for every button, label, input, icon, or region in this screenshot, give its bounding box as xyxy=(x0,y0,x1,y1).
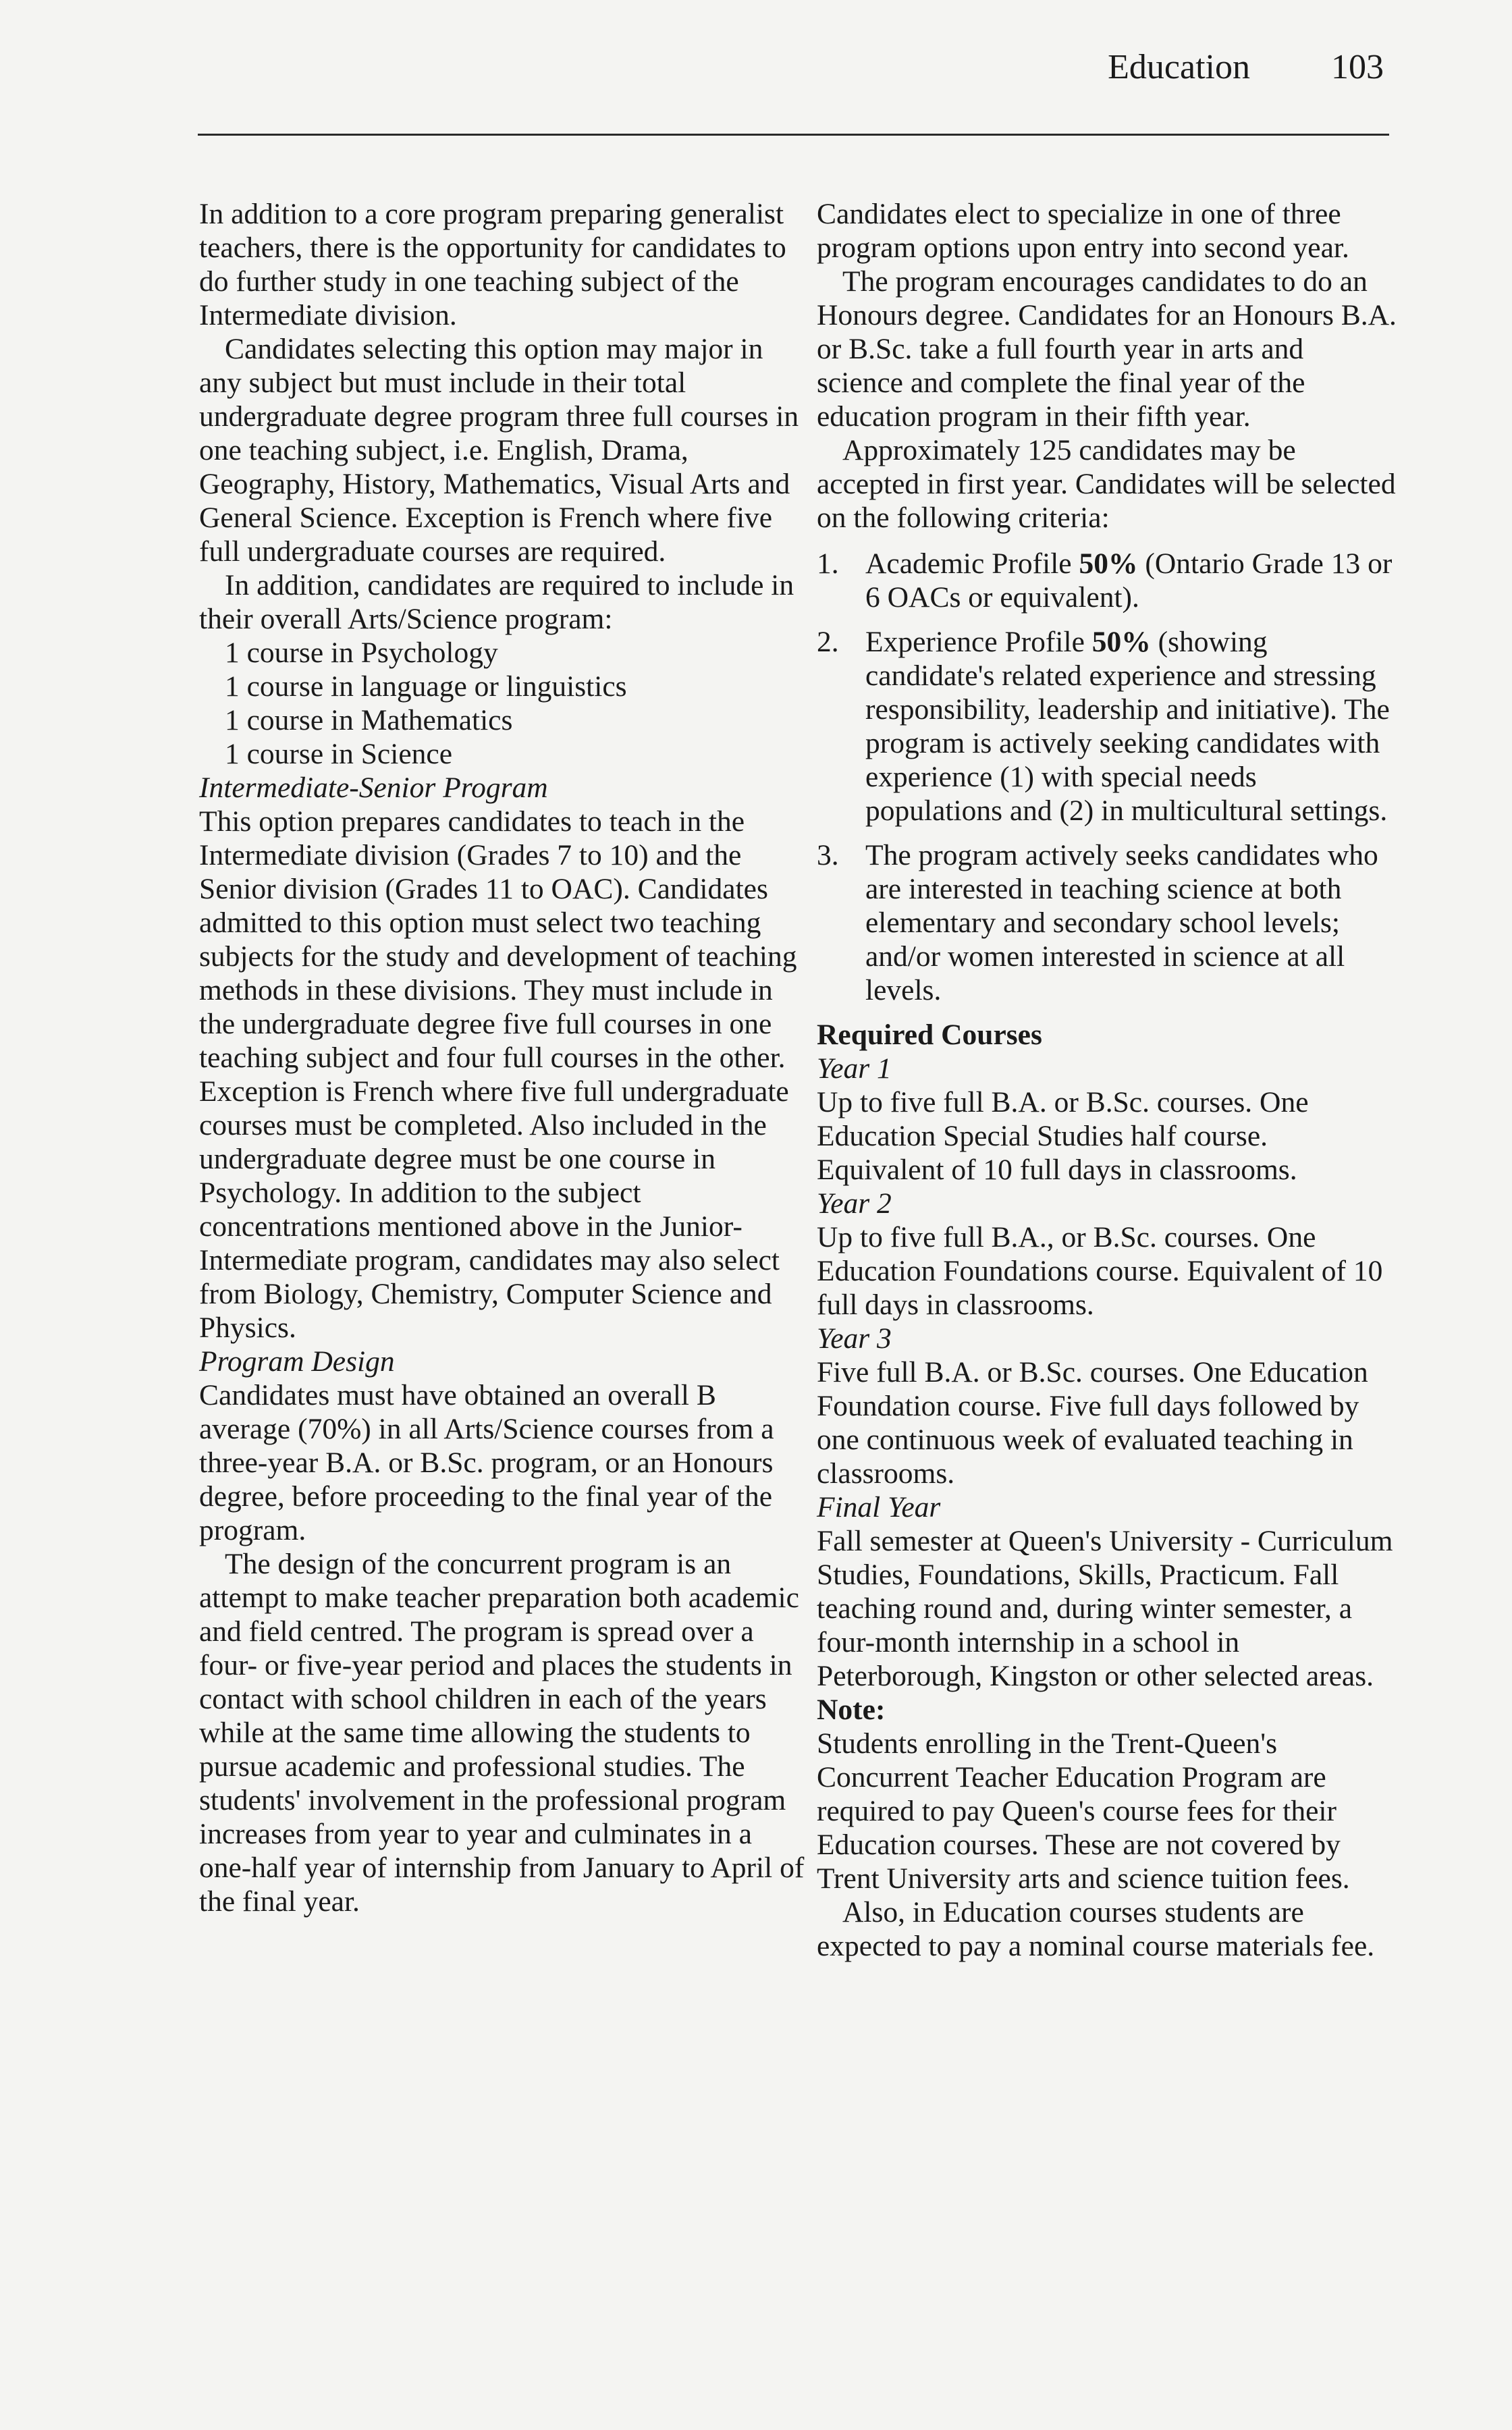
intermediate-senior-heading: Intermediate-Senior Program xyxy=(199,772,548,804)
criterion-text: Academic Profile 50% (Ontario Grade 13 or 6 OACs or equivalent). xyxy=(865,547,1393,614)
criterion-number: 2. xyxy=(817,626,839,658)
intermediate-senior-paragraph: This option prepares candidates to teach in the Intermediate division (Grades 7 to 10) and the Senior division (Grades 11 to OAC). Candidates admitted to this option must select two teaching subjects for the study and development of teaching methods in these divisions. They must include in the undergraduate degree five full courses in one teaching subject and four full courses in the other. Exception is French where five full undergraduate courses must be completed. Also included in the undergraduate degree must be one course in Psychology. In addition to the subject concentrations mentioned above in the Junior-Intermediate program, candidates may also select from Biology, Chemistry, Computer Science and Physics. xyxy=(199,805,797,1344)
selection-paragraph: Approximately 125 candidates may be accepted in first year. Candidates will be selected on the following criteria: xyxy=(817,434,1396,534)
section-title: Education xyxy=(1108,48,1250,86)
criterion-text: Experience Profile 50% (showing candidate's related experience and stressing responsibility, leadership and initiative). The program is actively seeking candidates with experience (1) with special needs populations and (2) in multicultural settings. xyxy=(865,626,1390,827)
final-year-heading: Final Year xyxy=(817,1491,941,1523)
list-item xyxy=(817,625,1397,828)
year-2-text: Up to five full B.A., or B.Sc. courses. One Education Foundations course. Equivalent of 10 full days in classrooms. xyxy=(817,1221,1383,1321)
list-item xyxy=(817,547,1397,614)
final-year-text: Fall semester at Queen's University - Curriculum Studies, Foundations, Skills, Practicum. Fall teaching round and, during winter semester, a four-month internship in a school in Peterborough, Kingston or other selected areas. xyxy=(817,1525,1393,1692)
materials-fee-paragraph: Also, in Education courses students are expected to pay a nominal course materials fee. xyxy=(817,1896,1375,1962)
year-1-heading: Year 1 xyxy=(817,1052,892,1085)
program-design-paragraph: Candidates must have obtained an overall B average (70%) in all Arts/Science courses from a three-year B.A. or B.Sc. program, or an Honours degree, before proceeding to the final year of the program. xyxy=(199,1379,774,1546)
concurrent-design-paragraph: The design of the concurrent program is an attempt to make teacher preparation both academic and field centred. The program is spread over a four- or five-year period and places the students in contact with school children in each of the years while at the same time allowing the students to pursue academic and professional studies. The students' involvement in the professional program increases from year to year and culminates in a one-half year of internship from January to April of the final year. xyxy=(199,1548,805,1918)
option-paragraph: Candidates selecting this option may major in any subject but must include in their total undergraduate degree program three full courses in one teaching subject, i.e. English, Drama, Geography, History, Mathematics, Visual Arts and General Science. Exception is French where five full undergraduate courses are required. xyxy=(199,333,799,568)
note-heading: Note: xyxy=(817,1694,886,1726)
list-item: 1 course in language or linguistics xyxy=(225,670,627,703)
requirements-paragraph: In addition, candidates are required to include in their overall Arts/Science program: xyxy=(199,569,794,635)
program-design-heading: Program Design xyxy=(199,1345,395,1378)
list-item: 1 course in Psychology xyxy=(225,637,498,669)
required-courses-heading: Required Courses xyxy=(817,1019,1042,1051)
list-item: 1 course in Mathematics xyxy=(225,704,513,736)
page-number: 103 xyxy=(1331,48,1384,86)
note-paragraph: Students enrolling in the Trent-Queen's Concurrent Teacher Education Program are required to pay Queen's course fees for their Education courses. These are not covered by Trent University arts and science tuition fees. xyxy=(817,1727,1350,1895)
list-item xyxy=(817,838,1397,1007)
intro-paragraph: In addition to a core program preparing generalist teachers, there is the opportunity for candidates to do further study in one teaching subject of the Intermediate division. xyxy=(199,198,786,331)
criterion-number: 1. xyxy=(817,547,839,580)
year-2-heading: Year 2 xyxy=(817,1187,892,1220)
right-column xyxy=(817,197,1397,1963)
running-header xyxy=(1108,47,1384,87)
criteria-list xyxy=(817,547,1397,1007)
list-item: 1 course in Science xyxy=(225,738,452,770)
year-1-text: Up to five full B.A. or B.Sc. courses. One Education Special Studies half course. Equivalent of 10 full days in classrooms. xyxy=(817,1086,1309,1186)
criterion-number: 3. xyxy=(817,839,839,871)
header-rule xyxy=(198,134,1389,136)
required-courses-list xyxy=(225,636,807,771)
criterion-text: The program actively seeks candidates who are interested in teaching science at both elementary and secondary school levels; and/or women interested in science at all levels. xyxy=(865,839,1378,1006)
year-3-heading: Year 3 xyxy=(817,1322,892,1355)
specialize-paragraph: Candidates elect to specialize in one of three program options upon entry into second year. xyxy=(817,198,1349,264)
year-3-text: Five full B.A. or B.Sc. courses. One Education Foundation course. Five full days followed by one continuous week of evaluated teaching in classrooms. xyxy=(817,1356,1368,1490)
honours-paragraph: The program encourages candidates to do an Honours degree. Candidates for an Honours B.A. or B.Sc. take a full fourth year in arts and science and complete the final year of the education program in their fifth year. xyxy=(817,265,1397,433)
left-column xyxy=(199,197,807,1918)
